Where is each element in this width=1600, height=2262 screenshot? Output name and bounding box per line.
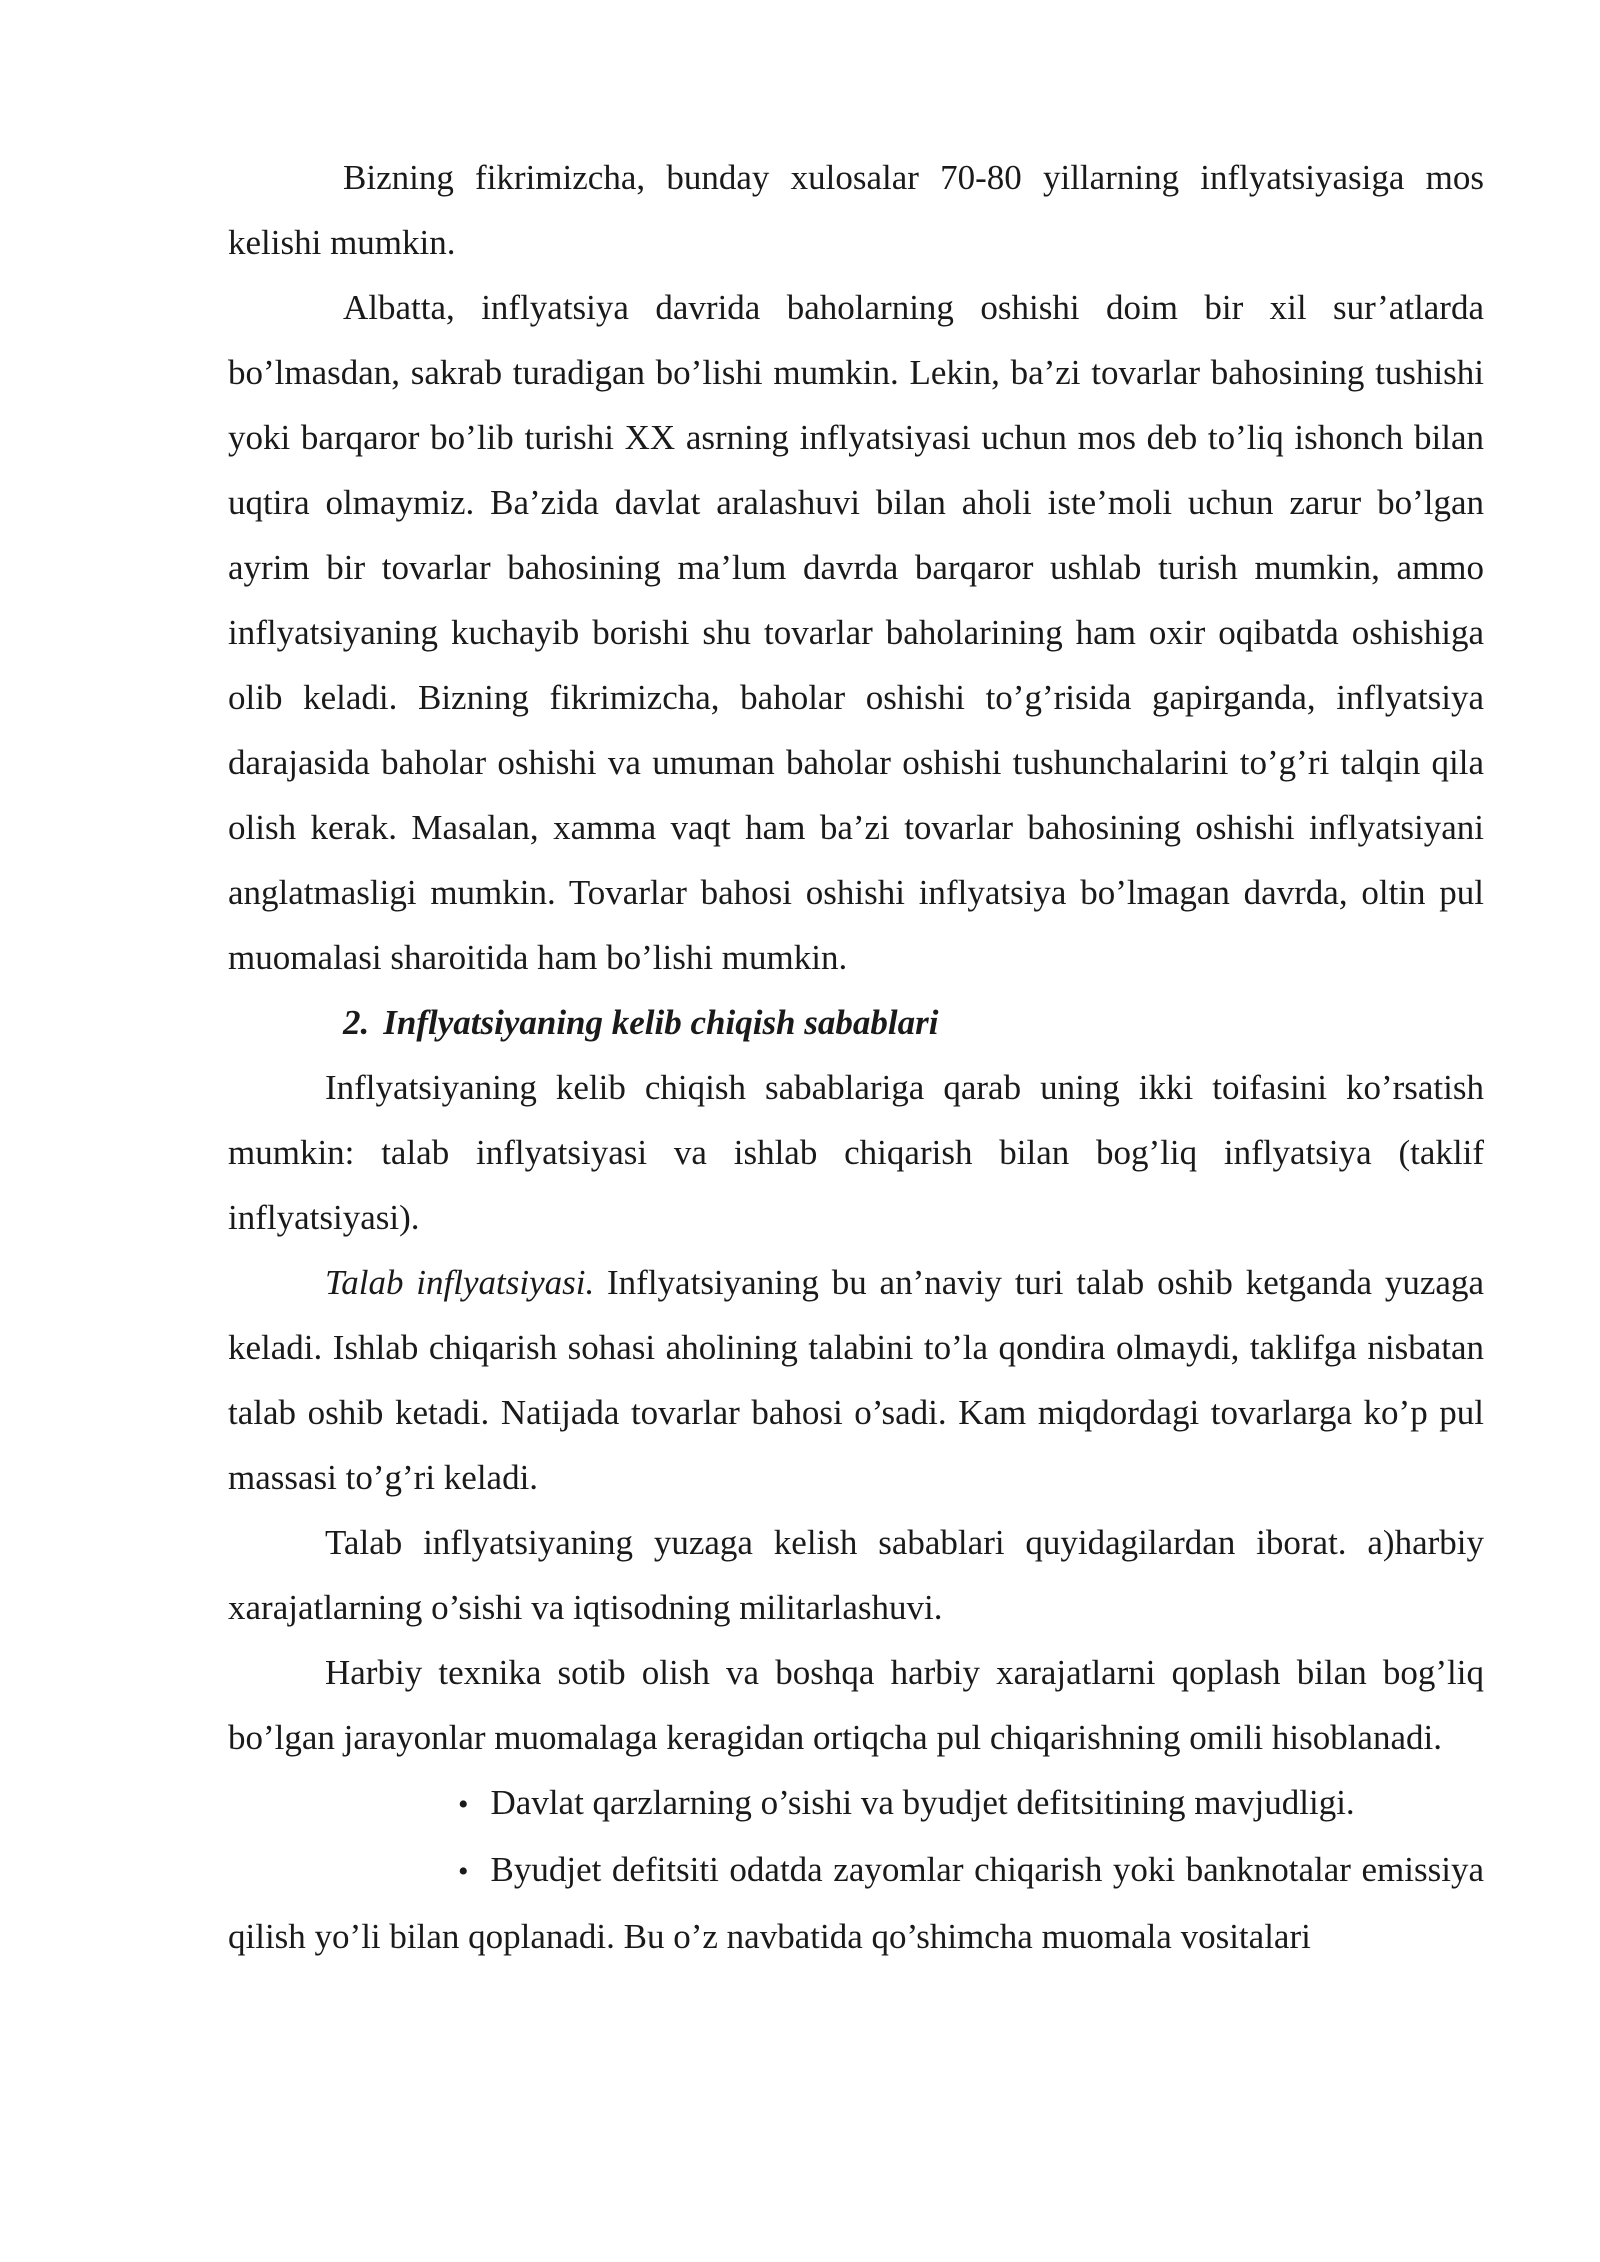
paragraph-2: Albatta, inflyatsiya davrida baholarning oshishi doim bir xil sur’atlarda bo’lmasdan, sakrab turadigan bo’lishi mumkin. Lekin, ba’zi tovarlar bahosining tushishi yoki barqaror bo’lib turishi XX asrning inflyatsiyasi uchun mos deb to’liq ishonch bilan uqtira olmaymiz. Ba’zida davlat aralashuvi bilan aholi iste’moli uchun zarur bo’lgan ayrim bir tovarlar bahosining ma’lum davrda barqaror ushlab turish mumkin, ammo inflyatsiyaning kuchayib borishi shu tovarlar baholarining ham oxir oqibatda oshishiga olib keladi. Bizning fikrimizcha, baholar oshishi to’g’risida gapirganda, inflyatsiya darajasida baholar oshishi va umuman baholar oshishi tushunchalarini to’g’ri talqin qila olish kerak. Masalan, xamma vaqt ham ba’zi tovarlar bahosining oshishi inflyatsiyani anglatmasligi mumkin. Tovarlar bahosi oshishi inflyatsiya bo’lmagan davrda, oltin pul muomalasi sharoitida ham bo’lishi mumkin. [228, 288, 1484, 977]
bullet-item [228, 1837, 1484, 1969]
paragraph-4-body: Inflyatsiyaning bu an’naviy turi talab oshib ketganda yuzaga keladi. Ishlab chiqarish sohasi aholining talabini to’la qondira olmaydi, taklifga nisbatan talab oshib ketadi. Natijada tovarlar bahosi o’sadi. Kam miqdordagi tovarlarga ko’p pul massasi to’g’ri keladi. [228, 1263, 1484, 1497]
section-heading-number: 2. [343, 1003, 370, 1042]
section-heading-text: Inflyatsiyaning kelib chiqish sabablari [383, 1003, 939, 1042]
bullet-item [228, 1770, 1484, 1837]
paragraph-4 [228, 1250, 1484, 1510]
bullet-text: Davlat qarzlarning o’sishi va byudjet defitsitining mavjudligi. [490, 1783, 1355, 1822]
bullet-text: Byudjet defitsiti odatda zayomlar chiqarish yoki banknotalar emissiya qilish yo’li bilan qoplanadi. Bu o’z navbatida qo’shimcha muomala vositalari [228, 1850, 1484, 1956]
paragraph-1: Bizning fikrimizcha, bunday xulosalar 70-80 yillarning inflyatsiyasiga mos kelishi mumkin. [228, 158, 1484, 262]
section-heading [228, 990, 1484, 1055]
bullet-icon: • [458, 1855, 469, 1888]
bullet-icon: • [458, 1788, 469, 1821]
paragraph-6: Harbiy texnika sotib olish va boshqa harbiy xarajatlarni qoplash bilan bog’liq bo’lgan jarayonlar muomalaga keragidan ortiqcha pul chiqarishning omili hisoblanadi. [228, 1653, 1484, 1757]
term-talab-inflyatsiyasi: Talab inflyatsiyasi. [325, 1263, 595, 1302]
paragraph-3: Inflyatsiyaning kelib chiqish sabablariga qarab uning ikki toifasini ko’rsatish mumkin: talab inflyatsiyasi va ishlab chiqarish bilan bog’liq inflyatsiya (taklif inflyatsiyasi). [228, 1068, 1484, 1237]
document-page [228, 145, 1484, 1969]
paragraph-5: Talab inflyatsiyaning yuzaga kelish sabablari quyidagilardan iborat. a)harbiy xarajatlarning o’sishi va iqtisodning militarlashuvi. [228, 1523, 1484, 1627]
